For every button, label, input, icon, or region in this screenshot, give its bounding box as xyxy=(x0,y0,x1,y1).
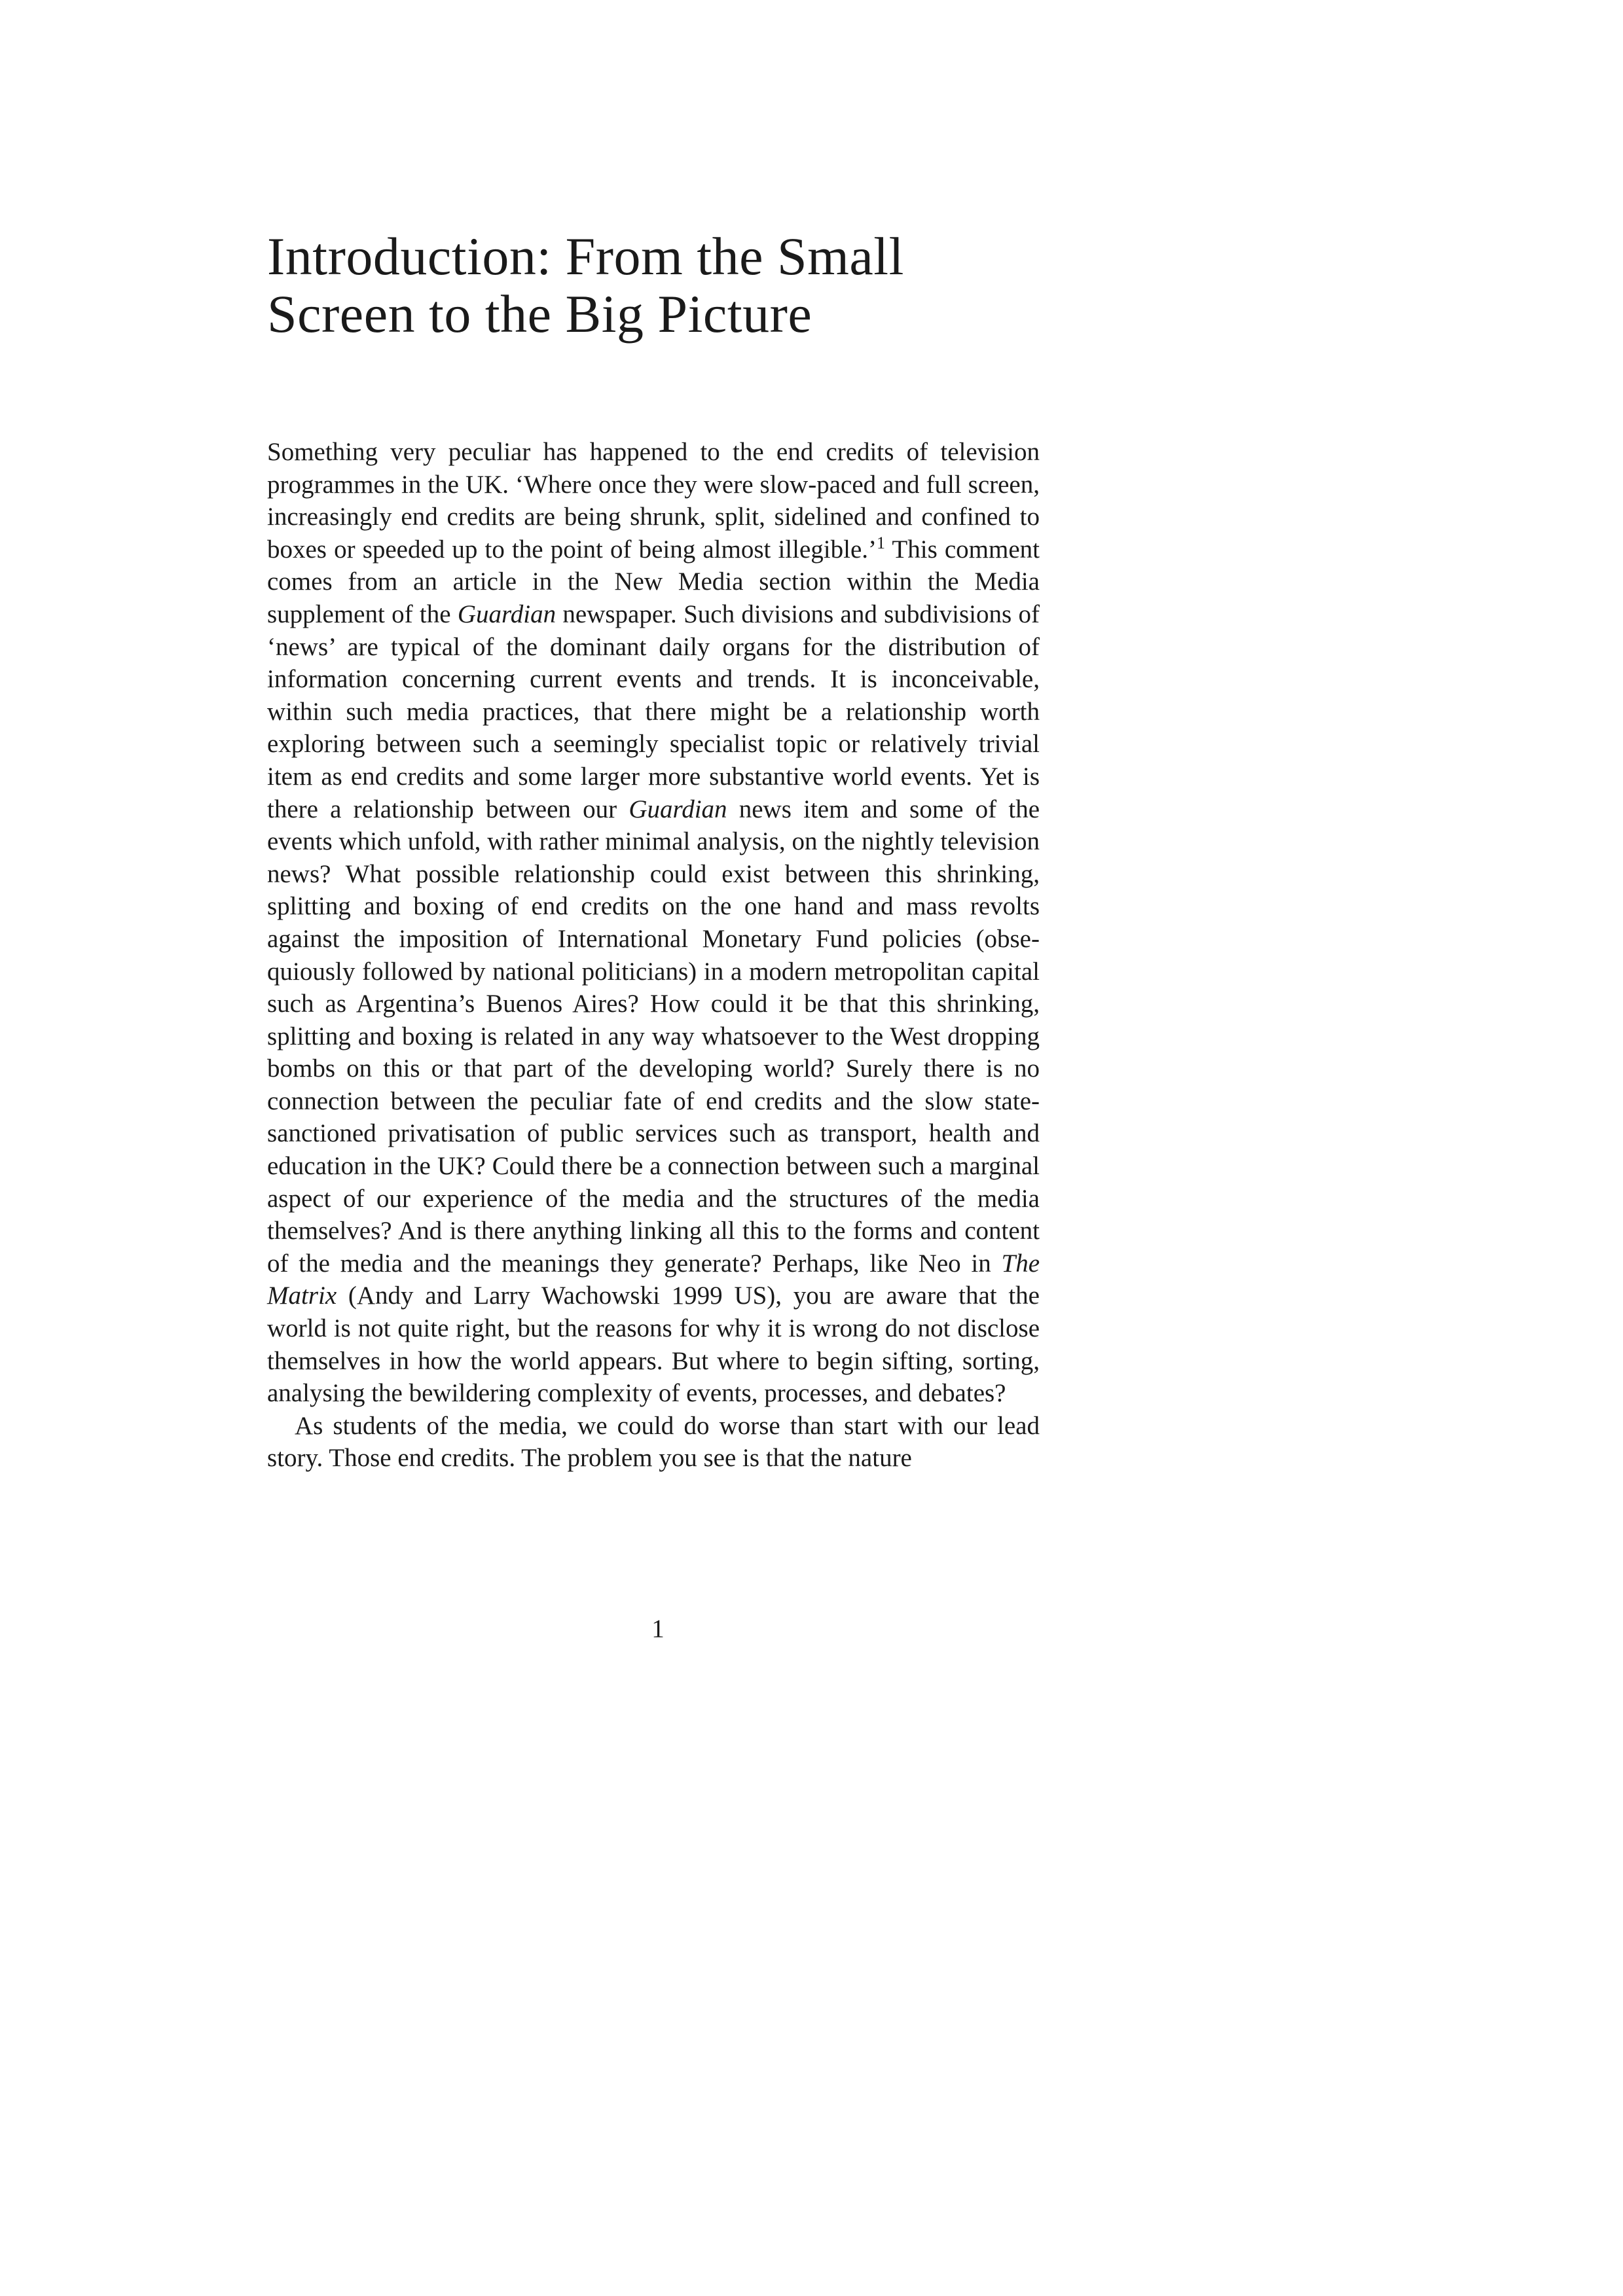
page-number: 1 xyxy=(651,1615,665,1643)
publication-title-guardian: Guardian xyxy=(457,600,556,628)
body-text xyxy=(267,436,1040,1475)
film-title-the-matrix: The Matrix xyxy=(267,1249,1040,1310)
paragraph-1-text-a: Something very peculiar has happened to the end credits of television programmes in the UK. ‘Where once they were slow-paced and full screen, increasingly end credits are being shrunk, split, sidelined and confined to boxes or speeded up to the point of being almost illegible.’ xyxy=(267,438,1040,564)
chapter-title-line-2: Screen to the Big Picture xyxy=(267,284,812,344)
footnote-reference[interactable]: 1 xyxy=(877,533,886,552)
paragraph-1-text-c: newspaper. Such divisions and subdivisions of ‘news’ are typical of the dominant daily organs for the distribution of information concerning current events and trends. It is inconceivable, within such media practices, that there might be a relationship worth exploring between such a seemingly specialist topic or relatively trivial item as end credits and some larger more substantive world events. Yet is there a relationship between our xyxy=(267,600,1040,823)
paragraph-1-text-b: This comment comes from an article in the New Media section within the Media supplement of the xyxy=(267,535,1040,628)
paragraph-1-text-d: news item and some of the events which unfold, with rather minimal analysis, on the nightly television news? What possible relationship could exist between this shrinking, splitting and boxing of end credits on the one hand and mass revolts against the imposition of International Monetary Fund policies (obsequiously followed by national politicians) in a modern metropolitan capital such as Argentina’s Buenos Aires? How could it be that this shrinking, splitting and boxing is related in any way whatsoever to the West dropping bombs on this or that part of the developing world? Surely there is no connection between the peculiar fate of end credits and the slow state-sanctioned privatisation of public services such as transport, health and education in the UK? Could there be a connection between such a marginal aspect of our experience of the media and the structures of the media themselves? And is there anything linking all this to the forms and content of the media and the meanings they generate? Perhaps, like Neo in xyxy=(267,795,1040,1278)
chapter-title-line-1: Introduction: From the Small xyxy=(267,226,904,286)
paragraph-1-text-e: (Andy and Larry Wachowski 1999 US), you are aware that the world is not quite right, but the reasons for why it is wrong do not disclose themselves in how the world appears. But where to begin sifting, sorting, analysing the bewildering complexity of events, processes, and debates? xyxy=(267,1282,1040,1408)
chapter-title xyxy=(267,228,1118,343)
paragraph-2: As students of the media, we could do worse than start with our lead story. Those end credits. The problem you see is that the nature xyxy=(267,1411,1040,1473)
paragraph-1 xyxy=(267,436,1040,1410)
publication-title-guardian: Guardian xyxy=(629,795,727,823)
